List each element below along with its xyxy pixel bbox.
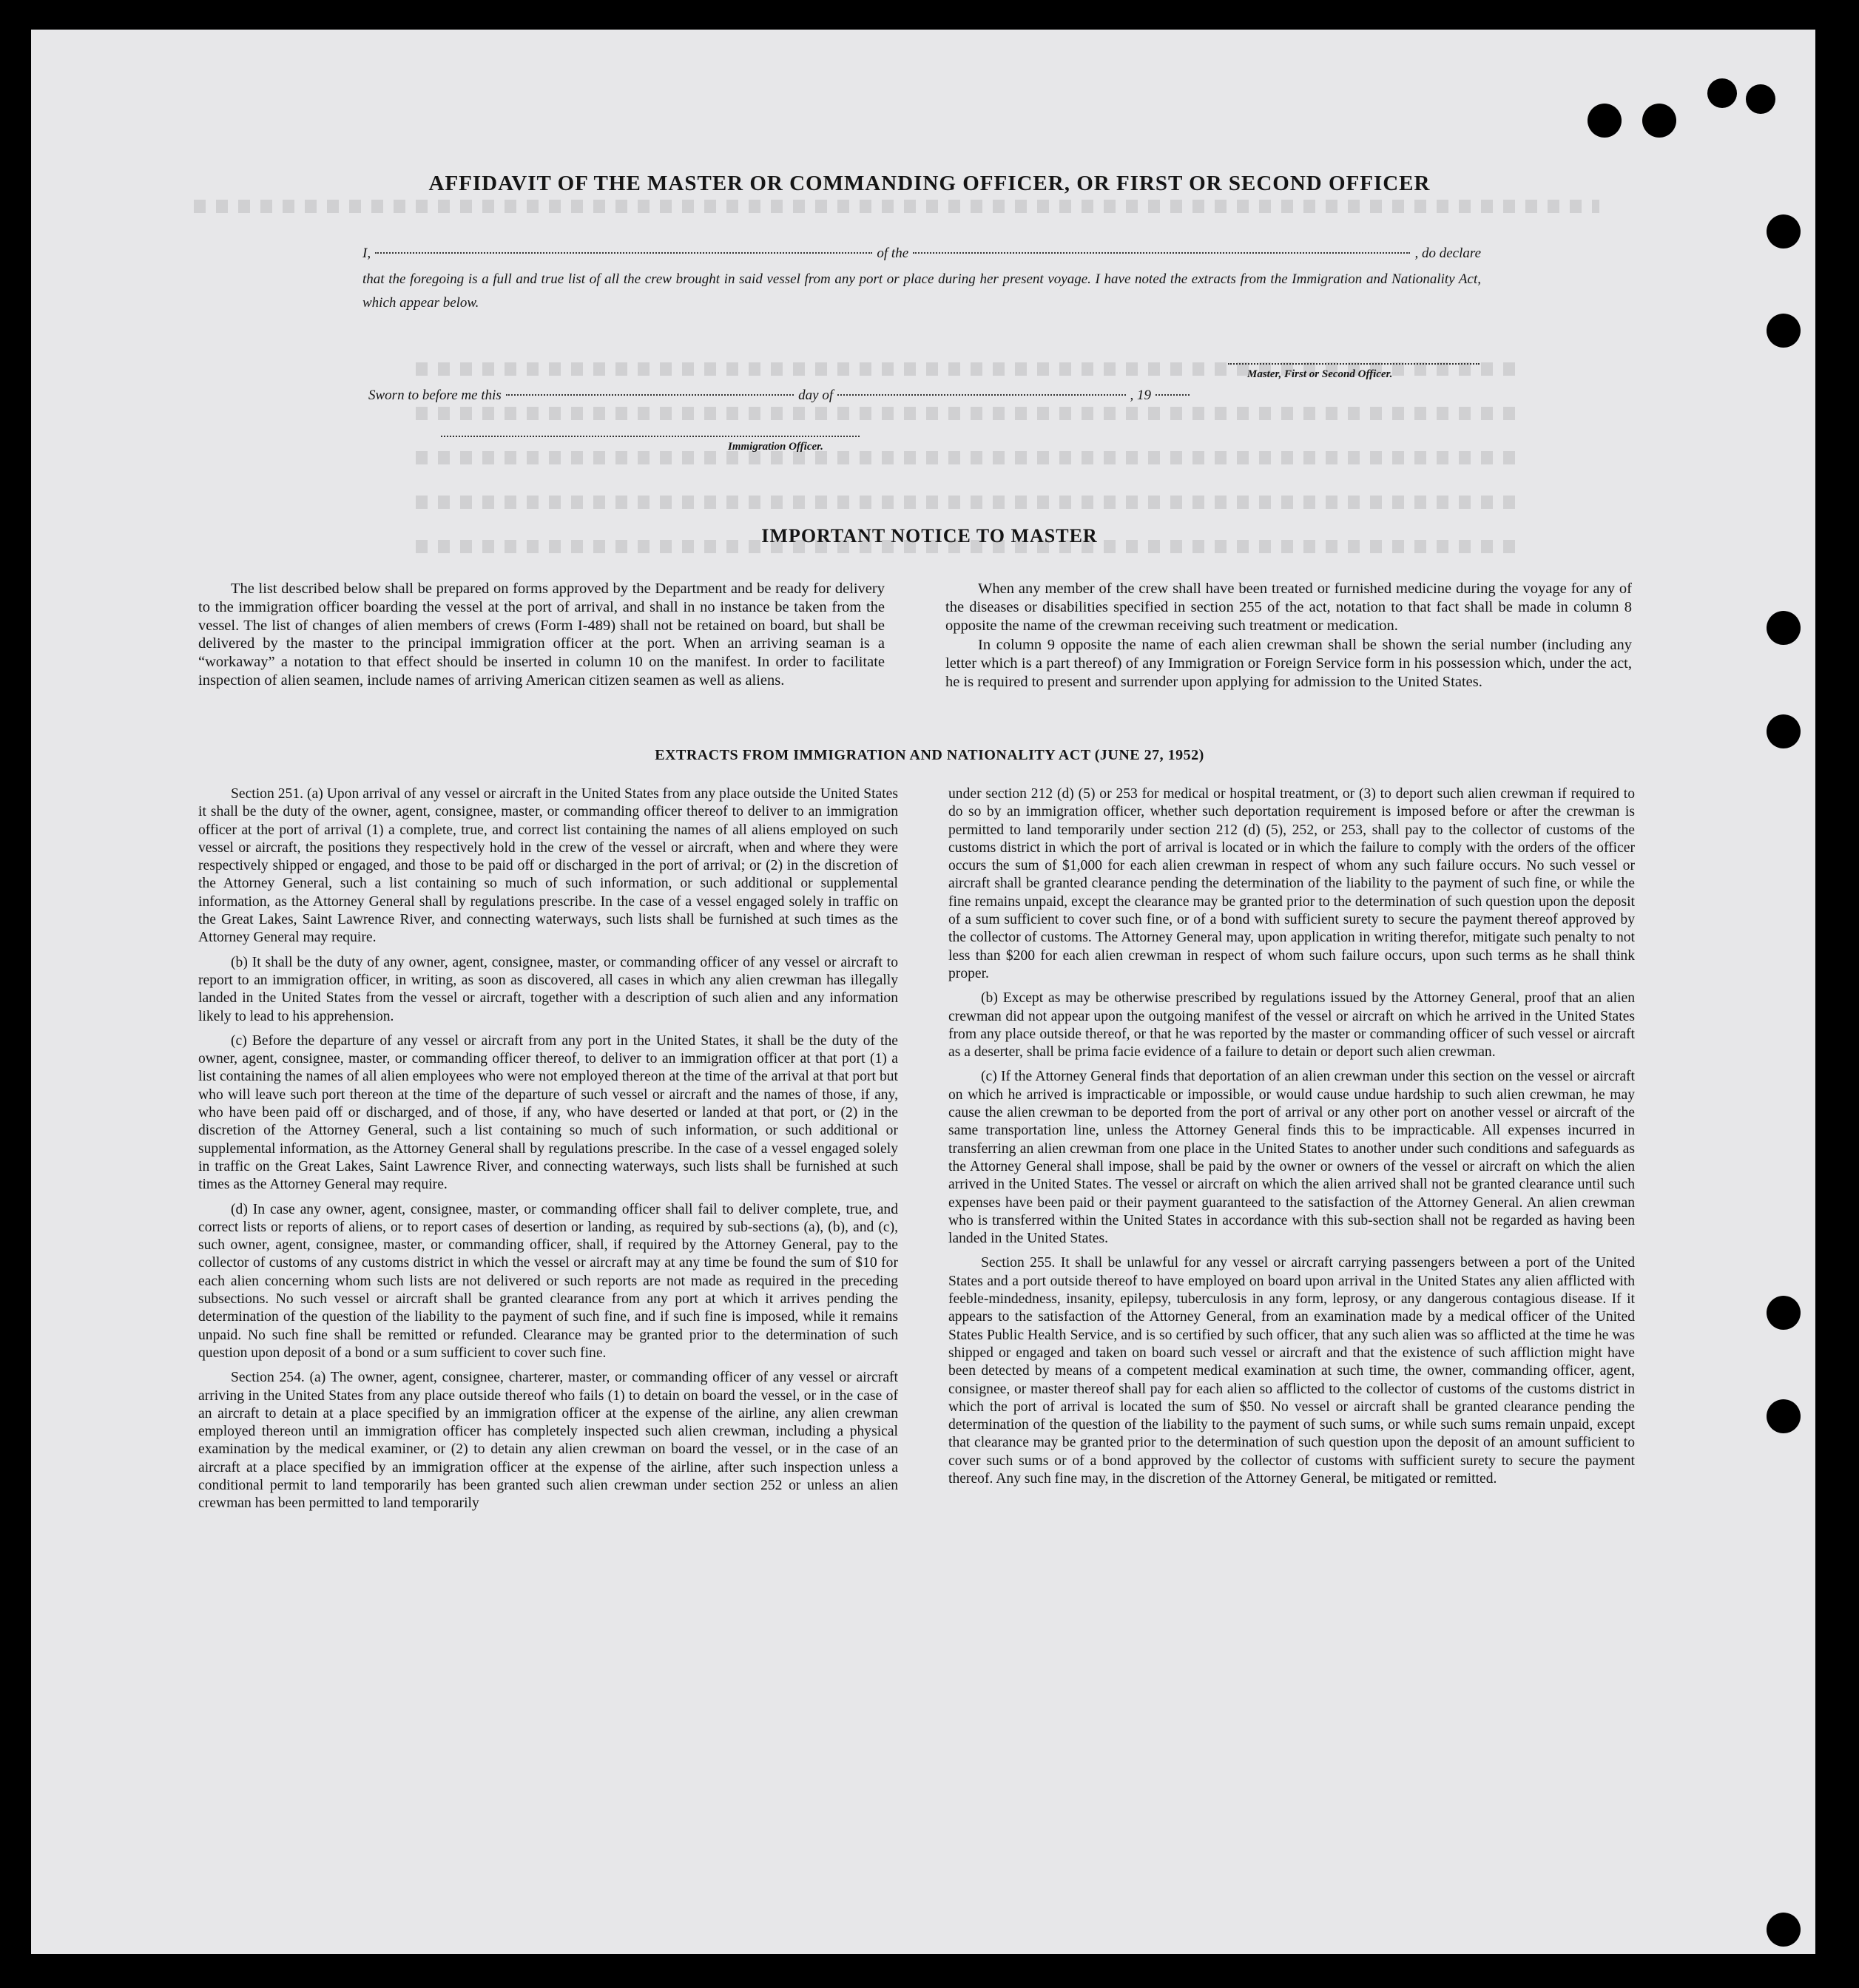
notice-right-column: [945, 580, 1632, 692]
binder-hole: [1588, 104, 1622, 138]
affidavit-body-text: that the foregoing is a full and true list of all the crew brought in said vessel from any port or place during her present voyage. I have noted the extracts from the Immigration and Nationality Act, which appear below.: [362, 271, 1481, 311]
sworn-line: [368, 388, 1190, 404]
binder-hole: [1767, 1399, 1801, 1433]
extracts-right-column: [948, 785, 1635, 1488]
declarant-line: [362, 246, 1481, 262]
section-paragraph: (b) Except as may be otherwise prescribed by regulations issued by the Attorney General, proof that an alien crewman did not appear upon the outgoing manifest of the vessel or aircraft on which he arrived in the United States from any place outside thereof, or that he was reported by the master or commanding officer of such vessel or aircraft as a deserter, shall be prima facie evidence of a failure to detain or deport such alien crewman.: [948, 990, 1635, 1061]
section-paragraph: (b) It shall be the duty of any owner, agent, consignee, master, or commanding officer of any vessel or aircraft to report to an immigration officer, in writing, as soon as discovered, all cases in which any alien crewman has illegally landed in the United States from the vessel or aircraft, together with a description of such alien and any information likely to lead to his apprehension.: [198, 954, 898, 1024]
officer-signature-label: Immigration Officer.: [728, 441, 823, 453]
section-paragraph: Section 254. (a) The owner, agent, consignee, charterer, master, or commanding officer of any vessel or aircraft arriving in the United States from any place outside thereof who fails (1) to detain on board the vessel, or in the case of an aircraft to detain at a place specified by an immigration officer at the expense of the airline, any alien crewman employed thereon until an immigration officer has completely inspected such alien crewman, including a physical examination by the medical examiner, or (2) to detain any alien crewman on board the vessel, or in the case of an aircraft at a place specified by an immigration officer at the expense of the airline, after such inspection unless a conditional permit to land temporarily has been granted such alien crewman under section 252 or unless an alien crewman has been permitted to land temporarily: [198, 1370, 898, 1512]
notice-paragraph: In column 9 opposite the name of each alien crewman shall be shown the serial number (including any letter which is a part thereof) of any Immigration or Foreign Service form in his possession which, under the act, he is required to present and surrender upon applying for admission to the United States.: [945, 637, 1632, 690]
bleed-through-line: [416, 451, 1525, 464]
sworn-year-field[interactable]: [1155, 394, 1190, 396]
affidavit-title: AFFIDAVIT OF THE MASTER OR COMMANDING OFFICER, OR FIRST OR SECOND OFFICER: [428, 172, 1431, 195]
vessel-name-field[interactable]: [913, 252, 1410, 254]
sworn-day-field[interactable]: [506, 394, 794, 396]
sworn-month-field[interactable]: [837, 394, 1125, 396]
binder-hole: [1746, 84, 1775, 114]
officer-signature-line[interactable]: [441, 436, 860, 437]
day-of-label: day of: [798, 388, 834, 403]
binder-hole: [1767, 214, 1801, 248]
binder-hole: [1642, 104, 1676, 138]
section-paragraph: Section 255. It shall be unlawful for any vessel or aircraft carrying passengers between a port of the United States and a port outside thereof to have employed on board upon arrival in the United States any alien afflicted with feeble-mindedness, insanity, epilepsy, tuberculosis in any form, leprosy, or any dangerous contagious disease. If it appears to the satisfaction of the Attorney General, from an examination made by a medical officer of the United States Public Health Service, and is so certified by such officer, that any such alien was so afflicted at the time he was shipped or engaged and taken on board such vessel or aircraft and that the existence of such affliction might have been detected by means of a competent medical examination at such time, the owner, commanding officer, agent, consignee, or master thereof shall pay for each alien so afflicted to the collector of customs of the customs district in which the port of arrival is located the sum of $50. No vessel or aircraft shall be granted clearance pending the determination of the question of the liability to the payment of such sums, or while such sums remain unpaid, except that clearance may be granted prior to the determination of such question upon the deposit of an amount sufficient to cover such sums or of a bond approved by the collector of customs with sufficient surety to secure the payment thereof. Any such fine may, in the discretion of the Attorney General, be mitigated or remitted.: [948, 1255, 1635, 1487]
extracts-title: EXTRACTS FROM IMMIGRATION AND NATIONALITY ACT (JUNE 27, 1952): [655, 747, 1204, 763]
notice-paragraph: The list described below shall be prepared on forms approved by the Department and be ready for delivery to the immigration officer boarding the vessel at the port of arrival, and shall in no instance be taken from the vessel. The list of changes of alien members of crews (Form I-489) shall not be retained on board, but shall be delivered by the master to the principal immigration officer at the port. When an arriving seaman is a “workaway” a notation to that effect should be inserted in column 10 on the manifest. In order to facilitate inspection of alien seamen, include names of arriving American citizen seamen as well as aliens.: [198, 581, 885, 689]
notice-left-column: [198, 580, 885, 690]
declarant-name-field[interactable]: [375, 252, 872, 254]
section-paragraph: Section 251. (a) Upon arrival of any vessel or aircraft in the United States from any place outside the United States it shall be the duty of the owner, agent, consignee, master, or commanding officer thereof to deliver to an immigration officer at the port of arrival (1) a complete, true, and correct list containing the names of all aliens employed on such vessel or aircraft, the positions they respectively hold in the crew of the vessel or aircraft, when and where they were respectively shipped or engaged, and those to be paid off or discharged in the port of arrival; or (2) in the discretion of the Attorney General, such a list containing so much of such information, or such additional or supplemental information, as the Attorney General shall by regulations prescribe. In the case of a vessel engaged solely in traffic on the Great Lakes, Saint Lawrence River, and connecting waterways, such lists shall be furnished at such times as the Attorney General may require.: [198, 786, 898, 946]
notice-paragraph: When any member of the crew shall have been treated or furnished medicine during the voyage for any of the diseases or disabilities specified in section 255 of the act, notation to that fact shall be made in column 8 opposite the name of the crewman receiving such treatment or medication.: [945, 581, 1632, 634]
binder-hole: [1767, 714, 1801, 748]
binder-hole: [1767, 314, 1801, 348]
section-paragraph: (c) If the Attorney General finds that deportation of an alien crewman under this section on the vessel or aircraft on which he arrived is impracticable or impossible, or would cause undue hardship to such alien crewman, he may cause the alien crewman to be deported from the port of arrival or any other port on another vessel or aircraft of the same transportation line, unless the Attorney General finds this to be impracticable. All expenses incurred in transferring an alien crewman from one place in the United States to another under such conditions and safeguards as the Attorney General shall impose, shall be paid by the owner or owners of the vessel or aircraft on which the alien arrived in the United States. The vessel or aircraft on which the alien arrived shall not be granted clearance until such expenses have been paid or their payment guaranteed to the satisfaction of the Attorney General. An alien crewman who is transferred within the United States in accordance with this sub-section shall not be regarded as having been landed in the United States.: [948, 1069, 1635, 1247]
i-label: I,: [362, 246, 371, 261]
binder-hole: [1767, 1913, 1801, 1947]
sworn-label: Sworn to before me this: [368, 388, 502, 403]
year-label: , 19: [1130, 388, 1152, 403]
binder-hole: [1767, 611, 1801, 645]
binder-hole: [1707, 78, 1737, 108]
master-signature-line[interactable]: [1228, 363, 1480, 365]
bleed-through-line: [194, 200, 1599, 213]
bleed-through-line: [416, 407, 1525, 420]
section-paragraph: under section 212 (d) (5) or 253 for medical or hospital treatment, or (3) to deport such alien crewman if required to do so by an immigration officer, whether such deportation requirement is imposed before or after the crewman is permitted to land temporarily under section 212 (d) (5), 252, or 253, shall pay to the collector of customs of the customs district in which the port of arrival is located or in which the failure to comply with the orders of the officer occurs the sum of $1,000 for each alien crewman in respect of whom any such failure occurs. No such vessel or aircraft shall be granted clearance pending the determination of the liability to the payment of such fine, or while the fine remains unpaid, except the clearance may be granted prior to the determination of such question upon the deposit of a sum sufficient to cover such fine, or of a bond with sufficient surety to secure the payment thereof approved by the collector of customs. The Attorney General may, upon application in writing therefor, mitigate such penalty to not less than $200 for each alien crewman in respect of whom such failure occurs, upon such terms as he shall think proper.: [948, 786, 1635, 981]
of-the-label: of the: [877, 246, 909, 261]
master-signature-label: Master, First or Second Officer.: [1247, 368, 1393, 380]
bleed-through-line: [416, 496, 1525, 509]
do-declare-label: , do declare: [1414, 246, 1482, 261]
extracts-left-column: [198, 785, 898, 1513]
section-paragraph: (d) In case any owner, agent, consignee, master, or commanding officer shall fail to deliver complete, true, and correct lists or reports of aliens, or to report cases of desertion or landing, as required by sub-sections (a), (b), and (c), such owner, agent, consignee, master, or commanding officer, shall, if required by the Attorney General, pay to the collector of customs of any customs district in which the vessel or aircraft may at any time be found the sum of $10 for each alien concerning whom such lists are not delivered or such reports are not made as required in the preceding subsections. No such vessel or aircraft shall be granted clearance from any port at which it arrives pending the determination of the question of the liability to the payment of such fine, and if such fine is imposed, while it remains unpaid. No such fine shall be remitted or refunded. Clearance may be granted prior to the determination of such question upon deposit of a bond or a sum sufficient to cover such fine.: [198, 1201, 898, 1361]
affidavit-section: [362, 246, 1481, 315]
notice-title: IMPORTANT NOTICE TO MASTER: [761, 525, 1098, 547]
section-paragraph: (c) Before the departure of any vessel or aircraft from any port in the United States, it shall be the duty of the owner, agent, consignee, master, or commanding officer thereof, to deliver to an immigration officer at that port (1) a list containing the names of all alien employees who were not employed thereon at the time of the arrival at that port but who will leave such port thereon at the time of the departure of such vessel or aircraft and the names of those, if any, who have been paid off or discharged, and of those, if any, who have deserted or landed at that port, or (2) in the discretion of the Attorney General, such a list containing so much of such information, or such additional or supplemental information, as the Attorney General shall by regulations prescribe. In the case of a vessel engaged solely in traffic on the Great Lakes, Saint Lawrence River, and connecting waterways, such lists shall be furnished at such times as the Attorney General may require.: [198, 1032, 898, 1193]
binder-hole: [1767, 1296, 1801, 1330]
